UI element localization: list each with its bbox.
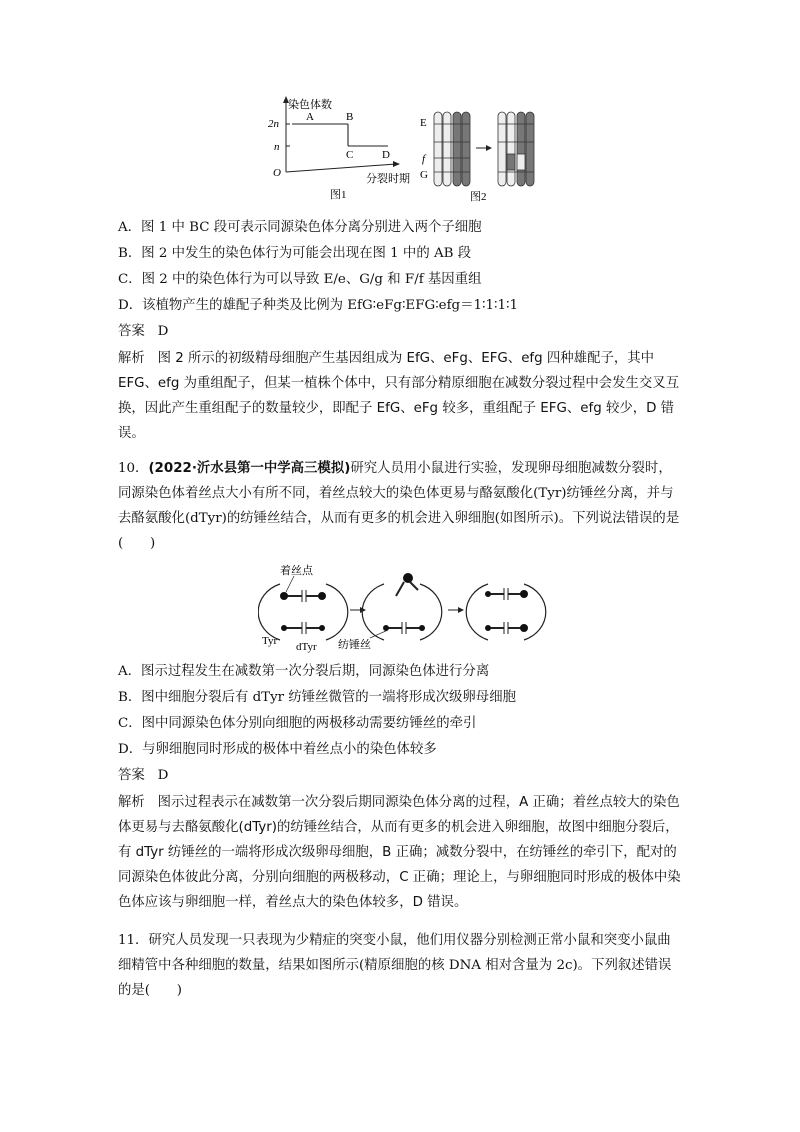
gene-e-label: E — [420, 117, 427, 129]
q10-explain-text: 图示过程表示在减数第一次分裂后期同源染色体分离的过程，A 正确；着丝点较大的染色体更易与去酪氨酸化(dTyr)的纺锤丝结合，从而有更多的机会进入卵细胞，故图中细胞分裂后，有 dTyr 纺锤丝的一端将形成次级卵母细胞，B 正确；减数分裂中，在纺锤丝的牵引下，配对的同源染色体彼此分离，分别向细胞的两极移动，C 正确；理论上，与卵细胞同时形成的极体中染色体应该与卵细胞一样，着丝点大的染色体较多，D 错误。 — [118, 795, 681, 910]
q10-number: 10． — [118, 461, 149, 476]
q9-answer-label: 答案 — [118, 324, 145, 339]
label-dtyr: dTyr — [296, 641, 317, 653]
q10-stem — [118, 456, 684, 556]
origin-label: O — [273, 167, 281, 179]
cell-1 — [258, 584, 348, 640]
figure-1-caption: 图1 — [330, 189, 347, 201]
figure-spindle-diagram — [258, 560, 548, 656]
point-d-label: D — [382, 149, 390, 161]
q9-option-b: B．图 2 中发生的染色体行为可能会出现在图 1 中的 AB 段 — [118, 246, 472, 261]
q10-explain-label: 解析 — [118, 795, 145, 810]
q10-answer-label: 答案 — [118, 768, 145, 783]
cell-3 — [466, 584, 546, 640]
figure-2-chromosomes — [418, 106, 548, 204]
q10-option-a: A．图示过程发生在减数第一次分裂后期，同源染色体进行分离 — [118, 664, 490, 679]
q9-option-a: A．图 1 中 BC 段可表示同源染色体分离分别进入两个子细胞 — [118, 220, 482, 235]
q9-option-d: D．该植物产生的雄配子种类及比例为 EfG∶eFg∶EFG∶efg＝1∶1∶1∶1 — [118, 298, 519, 313]
q9-answer-value: D — [157, 324, 169, 339]
figure-2-caption: 图2 — [470, 191, 487, 203]
point-c-label: C — [346, 149, 354, 161]
x-axis-arrow — [393, 161, 400, 167]
gene-f-label: f — [422, 153, 426, 165]
gene-g-label: G — [420, 169, 428, 181]
chromosome-pair-right — [498, 112, 534, 186]
q11-number: 11． — [118, 933, 149, 948]
q10-option-b: B．图中细胞分裂后有 dTyr 纺锤丝微管的一端将形成次级卵母细胞 — [118, 690, 516, 705]
q9-option-c: C．图 2 中的染色体行为可以导致 E/e、G/g 和 F/f 基因重组 — [118, 272, 482, 287]
pointer-centromere — [286, 576, 294, 592]
y-tick-2n: 2n — [268, 118, 279, 130]
q10-answer — [118, 766, 168, 786]
y-tick-n: n — [274, 141, 280, 153]
label-tyr: Tyr — [262, 635, 278, 647]
q9-explanation — [118, 346, 684, 446]
q9-answer — [118, 322, 168, 342]
arrow-head — [486, 145, 492, 151]
label-spindle: 纺锤丝 — [338, 639, 371, 651]
q10-option-d: D．与卵细胞同时形成的极体中着丝点小的染色体较多 — [118, 742, 437, 757]
cell-2 — [362, 573, 442, 640]
arrow-2-head — [458, 607, 464, 613]
q9-explain-text: 图 2 所示的初级精母细胞产生基因组成为 EfG、eFg、EFG、efg 四种雄配子，其中 EFG、efg 为重组配子，但某一植株个体中，只有部分精原细胞在减数分裂过程中会发生交叉互换，因此产生重组配子的数量较少，即配子 EfG、eFg 较多，重组配子 EFG、efg 较少，D 错误。 — [118, 351, 680, 441]
x-axis — [286, 164, 396, 172]
q11-stem-text: 研究人员发现一只表现为少精症的突变小鼠，他们用仪器分别检测正常小鼠和突变小鼠曲细精管中各种细胞的数量，结果如图所示(精原细胞的核 DNA 相对含量为 2c)。下列叙述错误的是( ) — [118, 933, 672, 998]
label-centromere: 着丝点 — [280, 565, 313, 577]
figure-1-graph — [268, 94, 418, 204]
point-b-label: B — [346, 111, 354, 123]
x-axis-label: 分裂时期 — [366, 173, 410, 185]
q10-option-c: C．图中同源染色体分别向细胞的两极移动需要纺锤丝的牵引 — [118, 716, 477, 731]
q9-explain-label: 解析 — [118, 351, 145, 366]
y-axis-label: 染色体数 — [288, 99, 332, 111]
chromosome-pair-left — [434, 112, 470, 186]
q11-stem — [118, 928, 684, 1003]
q10-answer-value: D — [157, 768, 169, 783]
point-a-label: A — [306, 111, 314, 123]
q10-explanation — [118, 790, 684, 915]
q10-stem-text: 研究人员用小鼠进行实验，发现卵母细胞减数分裂时，同源染色体着丝点大小有所不同，着丝点较大的染色体更易与酪氨酸化(Tyr)纺锤丝分离，并与去酪氨酸化(dTyr)的纺锤丝结合，从而有更多的机会进入卵细胞(如图所示)。下列说法错误的是( ) — [118, 461, 680, 551]
q10-source: (2022·沂水县第一中学高三模拟) — [148, 461, 351, 476]
